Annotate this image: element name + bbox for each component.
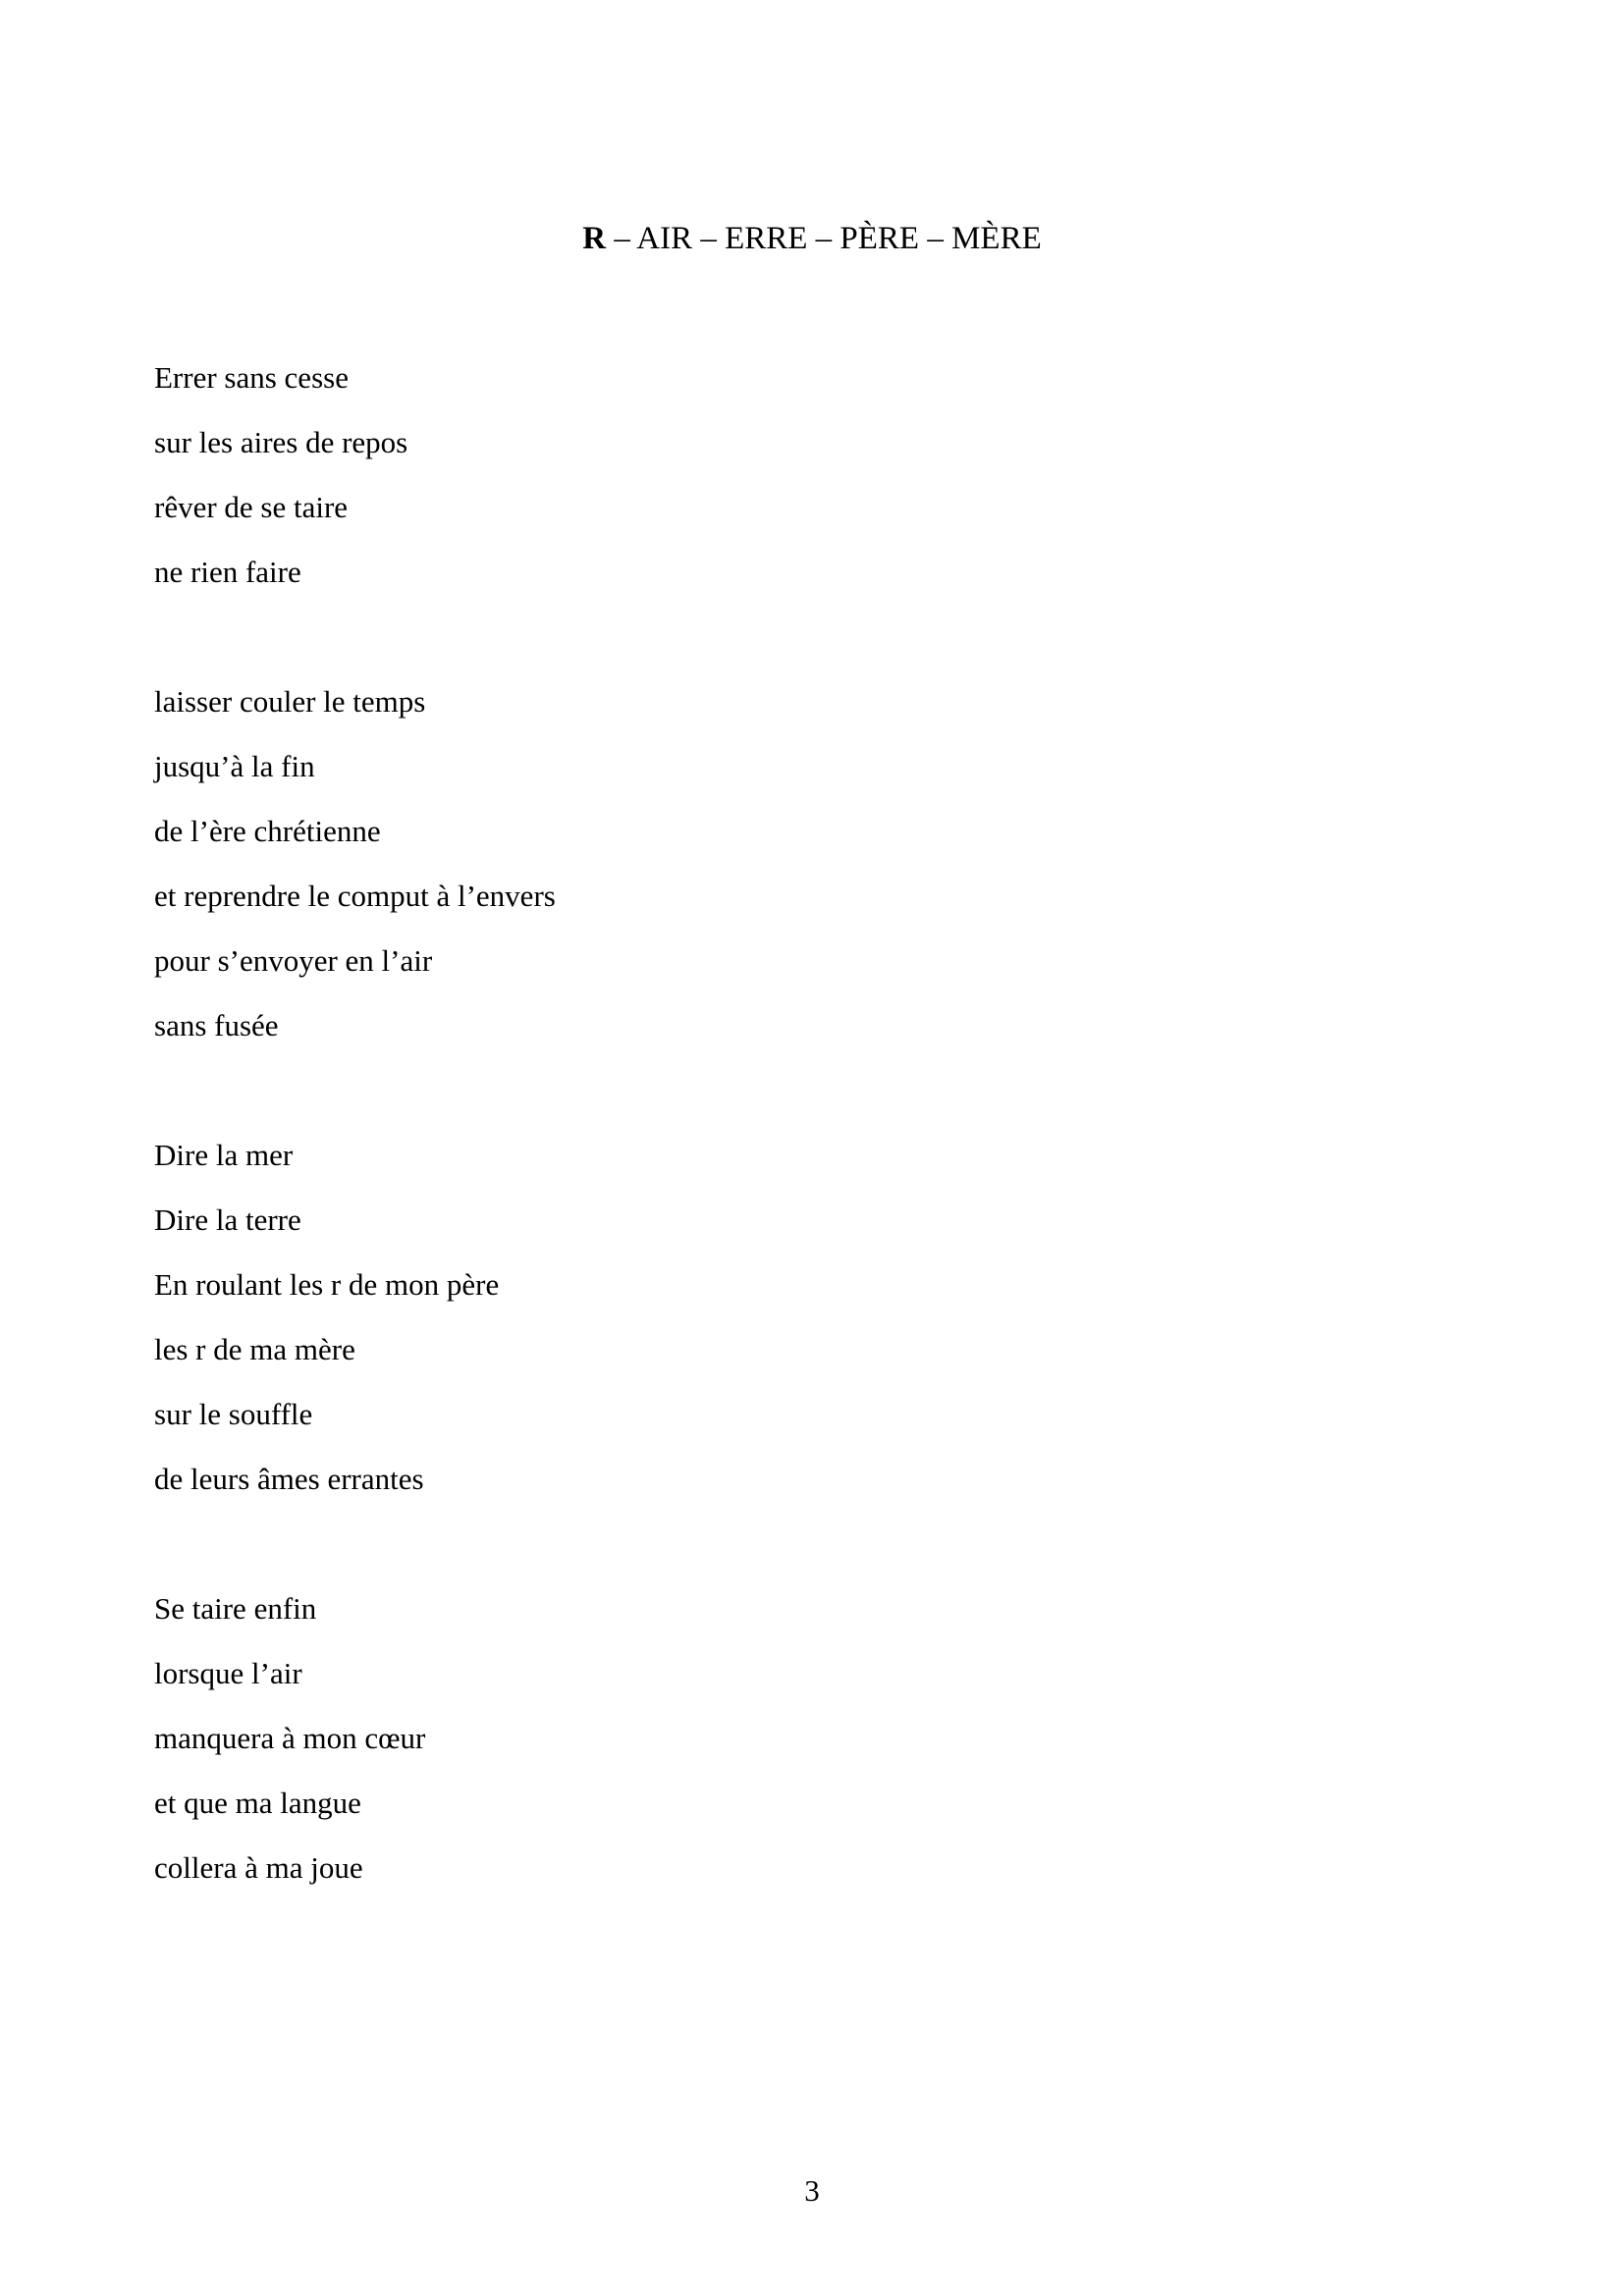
stanza-1 xyxy=(154,346,1431,605)
page-number: 3 xyxy=(804,2173,820,2208)
stanza-3 xyxy=(154,1123,1431,1512)
stanza-4 xyxy=(154,1576,1431,1900)
poem-line: rêver de se taire xyxy=(154,490,349,524)
stanza-2 xyxy=(154,669,1431,1058)
poem-title xyxy=(0,216,1624,261)
poem-line: ne rien faire xyxy=(154,555,301,589)
poem-line: manquera à mon cœur xyxy=(154,1721,426,1755)
poem-line: Se taire enfin xyxy=(154,1591,317,1626)
poem-line: Dire la terre xyxy=(154,1202,301,1237)
poem-line: pour s’envoyer en l’air xyxy=(154,943,433,978)
poem-line: collera à ma joue xyxy=(154,1850,363,1885)
poem-line: de l’ère chrétienne xyxy=(154,814,381,848)
poem-line: lorsque l’air xyxy=(154,1656,302,1690)
poem-line: et que ma langue xyxy=(154,1786,361,1820)
poem-line: sur les aires de repos xyxy=(154,425,408,459)
poem-line: sans fusée xyxy=(154,1008,279,1042)
poem-line: En roulant les r de mon père xyxy=(154,1267,500,1302)
poem-line: Errer sans cesse xyxy=(154,360,349,395)
title-rest: – AIR – ERRE – PÈRE – MÈRE xyxy=(606,221,1042,256)
poem-line: et reprendre le comput à l’envers xyxy=(154,879,556,913)
poem-line: Dire la mer xyxy=(154,1138,294,1172)
poem-body xyxy=(154,346,1431,1965)
poem-line: les r de ma mère xyxy=(154,1332,355,1366)
poem-line: sur le souffle xyxy=(154,1397,313,1431)
title-lead-letter: R xyxy=(582,221,607,256)
poem-line: jusqu’à la fin xyxy=(154,749,315,783)
poem-line: laisser couler le temps xyxy=(154,684,426,719)
poem-line: de leurs âmes errantes xyxy=(154,1462,424,1496)
